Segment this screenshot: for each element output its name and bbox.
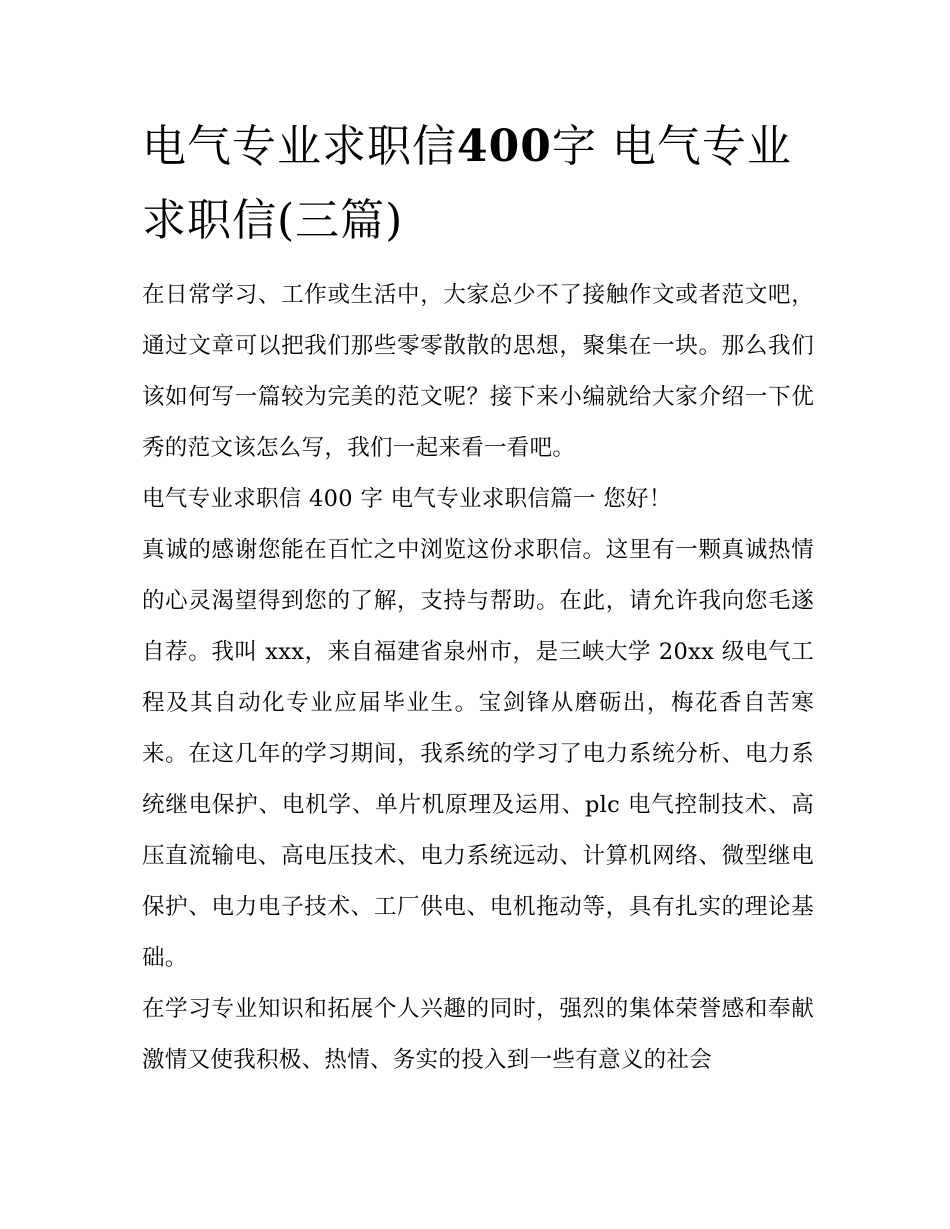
document-body [142,270,814,1086]
title-text-part1: 电气专业求职信 [142,121,457,172]
paragraph-heading-greeting: 电气专业求职信 400 字 电气专业求职信篇一 您好！ [142,486,672,512]
paragraph-intro: 在日常学习、工作或生活中，大家总少不了接触作文或者范文吧，通过文章可以把我们那些零零散散的思想，聚集在一块。那么我们该如何写一篇较为完美的范文呢？接下来小编就给大家介绍一下优秀的范文该怎么写，我们一起来看一看吧。 [142,282,814,461]
paragraph-extracurricular: 在学习专业知识和拓展个人兴趣的同时，强烈的集体荣誉感和奉献激情又使我积极、热情、务实的投入到一些有意义的社会 [142,996,814,1073]
document-title [142,110,814,258]
document-page [142,110,814,1086]
title-number: 400 [457,121,552,172]
paragraph-self-introduction: 真诚的感谢您能在百忙之中浏览这份求职信。这里有一颗真诚热情的心灵渴望得到您的了解，支持与帮助。在此，请允许我向您毛遂自荐。我叫 xxx，来自福建省泉州市，是三峡大学 20xx 级电气工程及其自动化专业应届毕业生。宝剑锋从磨砺出，梅花香自苦寒来。在这几年的学习期间，我系统的学习了电力系统分析、电力系统继电保护、电机学、单片机原理及运用、plc 电气控制技术、高压直流输电、高电压技术、电力系统远动、计算机网络、微型继电保护、电力电子技术、工厂供电、电机拖动等，具有扎实的理论基础。 [142,537,814,971]
title-text-part2: 字 电气专业求职信(三篇) [142,121,792,246]
